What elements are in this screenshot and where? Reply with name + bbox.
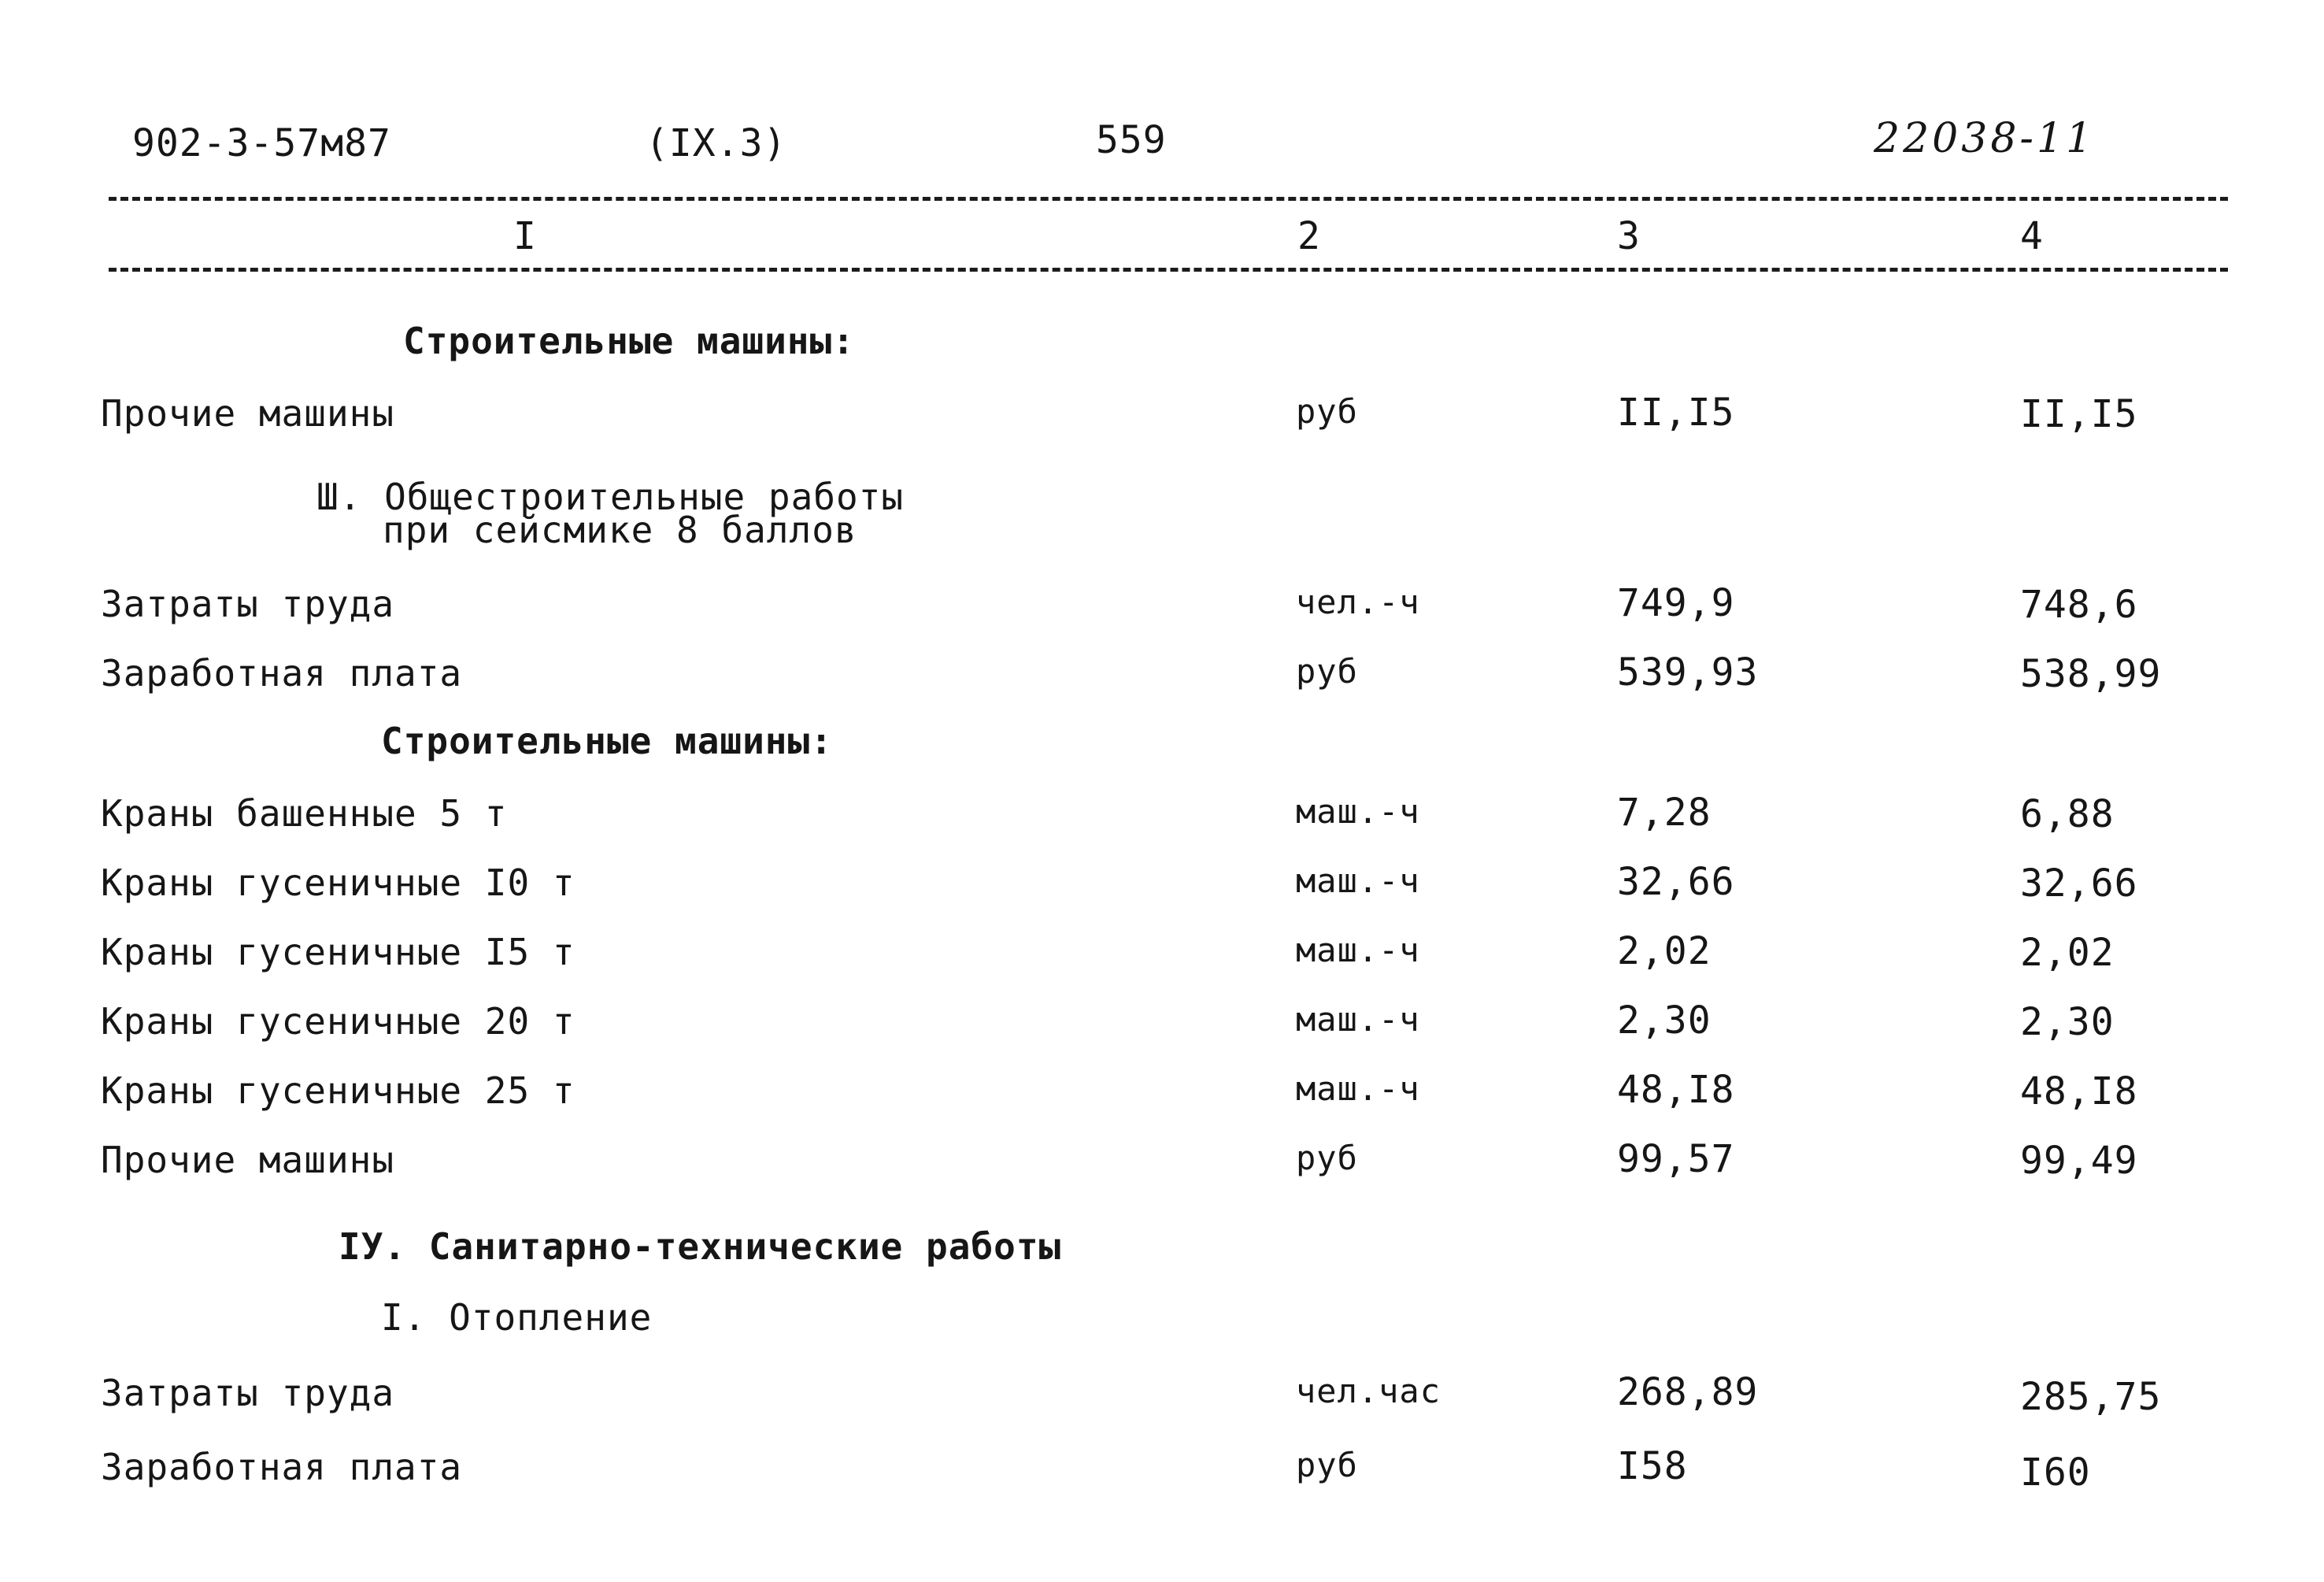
column-header-3: 3 bbox=[1617, 214, 1641, 258]
section-4-heading: IУ. Санитарно-технические работы bbox=[339, 1225, 1062, 1268]
row-name: Краны гусеничные I5 т bbox=[101, 931, 575, 973]
row-value-col4: 99,49 bbox=[2020, 1139, 2138, 1183]
bottom-dashed-rule bbox=[109, 268, 2228, 272]
document-code: 902-3-57м87 bbox=[132, 121, 391, 165]
row-value-col4: 538,99 bbox=[2020, 652, 2162, 696]
section-3-heading: Ш. Общестроительные работы bbox=[316, 476, 905, 518]
row-name: Краны гусеничные 20 т bbox=[101, 1000, 575, 1043]
row-unit: маш.-ч bbox=[1296, 792, 1420, 831]
heading-construction-machines: Строительные машины: bbox=[403, 320, 855, 362]
row-value-col3: II,I5 bbox=[1617, 391, 1735, 435]
column-header-1: I bbox=[513, 214, 537, 258]
row-value-col4: 6,88 bbox=[2020, 792, 2115, 836]
row-value-col4: 2,30 bbox=[2020, 1000, 2115, 1044]
row-name: Прочие машины bbox=[101, 1139, 395, 1181]
row-value-col4: 2,02 bbox=[2020, 931, 2115, 975]
row-value-col4: 48,I8 bbox=[2020, 1069, 2138, 1113]
row-unit: чел.-ч bbox=[1296, 583, 1420, 621]
row-unit: чел.час bbox=[1296, 1372, 1441, 1410]
row-name: Заработная плата bbox=[101, 652, 463, 695]
subsection-heating-heading: I. Отопление bbox=[381, 1296, 653, 1339]
row-name: Краны гусеничные 25 т bbox=[101, 1069, 575, 1112]
row-value-col4: I60 bbox=[2020, 1450, 2091, 1495]
row-name: Затраты труда bbox=[101, 583, 395, 625]
handwritten-number: 22038-11 bbox=[1874, 115, 2096, 162]
row-unit: руб bbox=[1296, 1139, 1358, 1177]
row-unit: маш.-ч bbox=[1296, 1069, 1420, 1108]
section-3-subheading: при сейсмике 8 баллов bbox=[383, 509, 857, 551]
row-value-col3: 32,66 bbox=[1617, 860, 1735, 904]
row-value-col3: I58 bbox=[1617, 1444, 1688, 1488]
row-unit: маш.-ч bbox=[1296, 861, 1420, 900]
row-value-col3: 749,9 bbox=[1617, 581, 1735, 625]
row-value-col4: 748,6 bbox=[2020, 583, 2138, 627]
row-value-col3: 268,89 bbox=[1617, 1370, 1759, 1414]
row-name: Краны гусеничные I0 т bbox=[101, 861, 575, 904]
row-name: Заработная плата bbox=[101, 1446, 463, 1488]
row-value-col3: 2,30 bbox=[1617, 998, 1712, 1043]
section-reference: (IX.3) bbox=[646, 121, 787, 165]
row-name: Затраты труда bbox=[101, 1372, 395, 1414]
row-unit: руб bbox=[1296, 392, 1358, 431]
row-name: Прочие машины bbox=[101, 392, 395, 435]
page-number: 559 bbox=[1096, 118, 1167, 162]
row-value-col3: 48,I8 bbox=[1617, 1068, 1735, 1112]
row-unit: маш.-ч bbox=[1296, 931, 1420, 969]
heading-construction-machines-2: Строительные машины: bbox=[381, 720, 833, 762]
row-value-col4: 32,66 bbox=[2020, 861, 2138, 906]
row-value-col4: II,I5 bbox=[2020, 392, 2138, 436]
row-unit: маш.-ч bbox=[1296, 1000, 1420, 1039]
row-unit: руб bbox=[1296, 652, 1358, 691]
row-value-col3: 99,57 bbox=[1617, 1137, 1735, 1181]
row-unit: руб bbox=[1296, 1446, 1358, 1484]
top-dashed-rule bbox=[109, 197, 2228, 201]
row-value-col3: 539,93 bbox=[1617, 650, 1759, 695]
column-header-4: 4 bbox=[2020, 214, 2044, 258]
row-name: Краны башенные 5 т bbox=[101, 792, 508, 835]
column-header-2: 2 bbox=[1297, 214, 1321, 258]
row-value-col4: 285,75 bbox=[2020, 1375, 2162, 1419]
row-value-col3: 2,02 bbox=[1617, 929, 1712, 973]
row-value-col3: 7,28 bbox=[1617, 791, 1712, 835]
